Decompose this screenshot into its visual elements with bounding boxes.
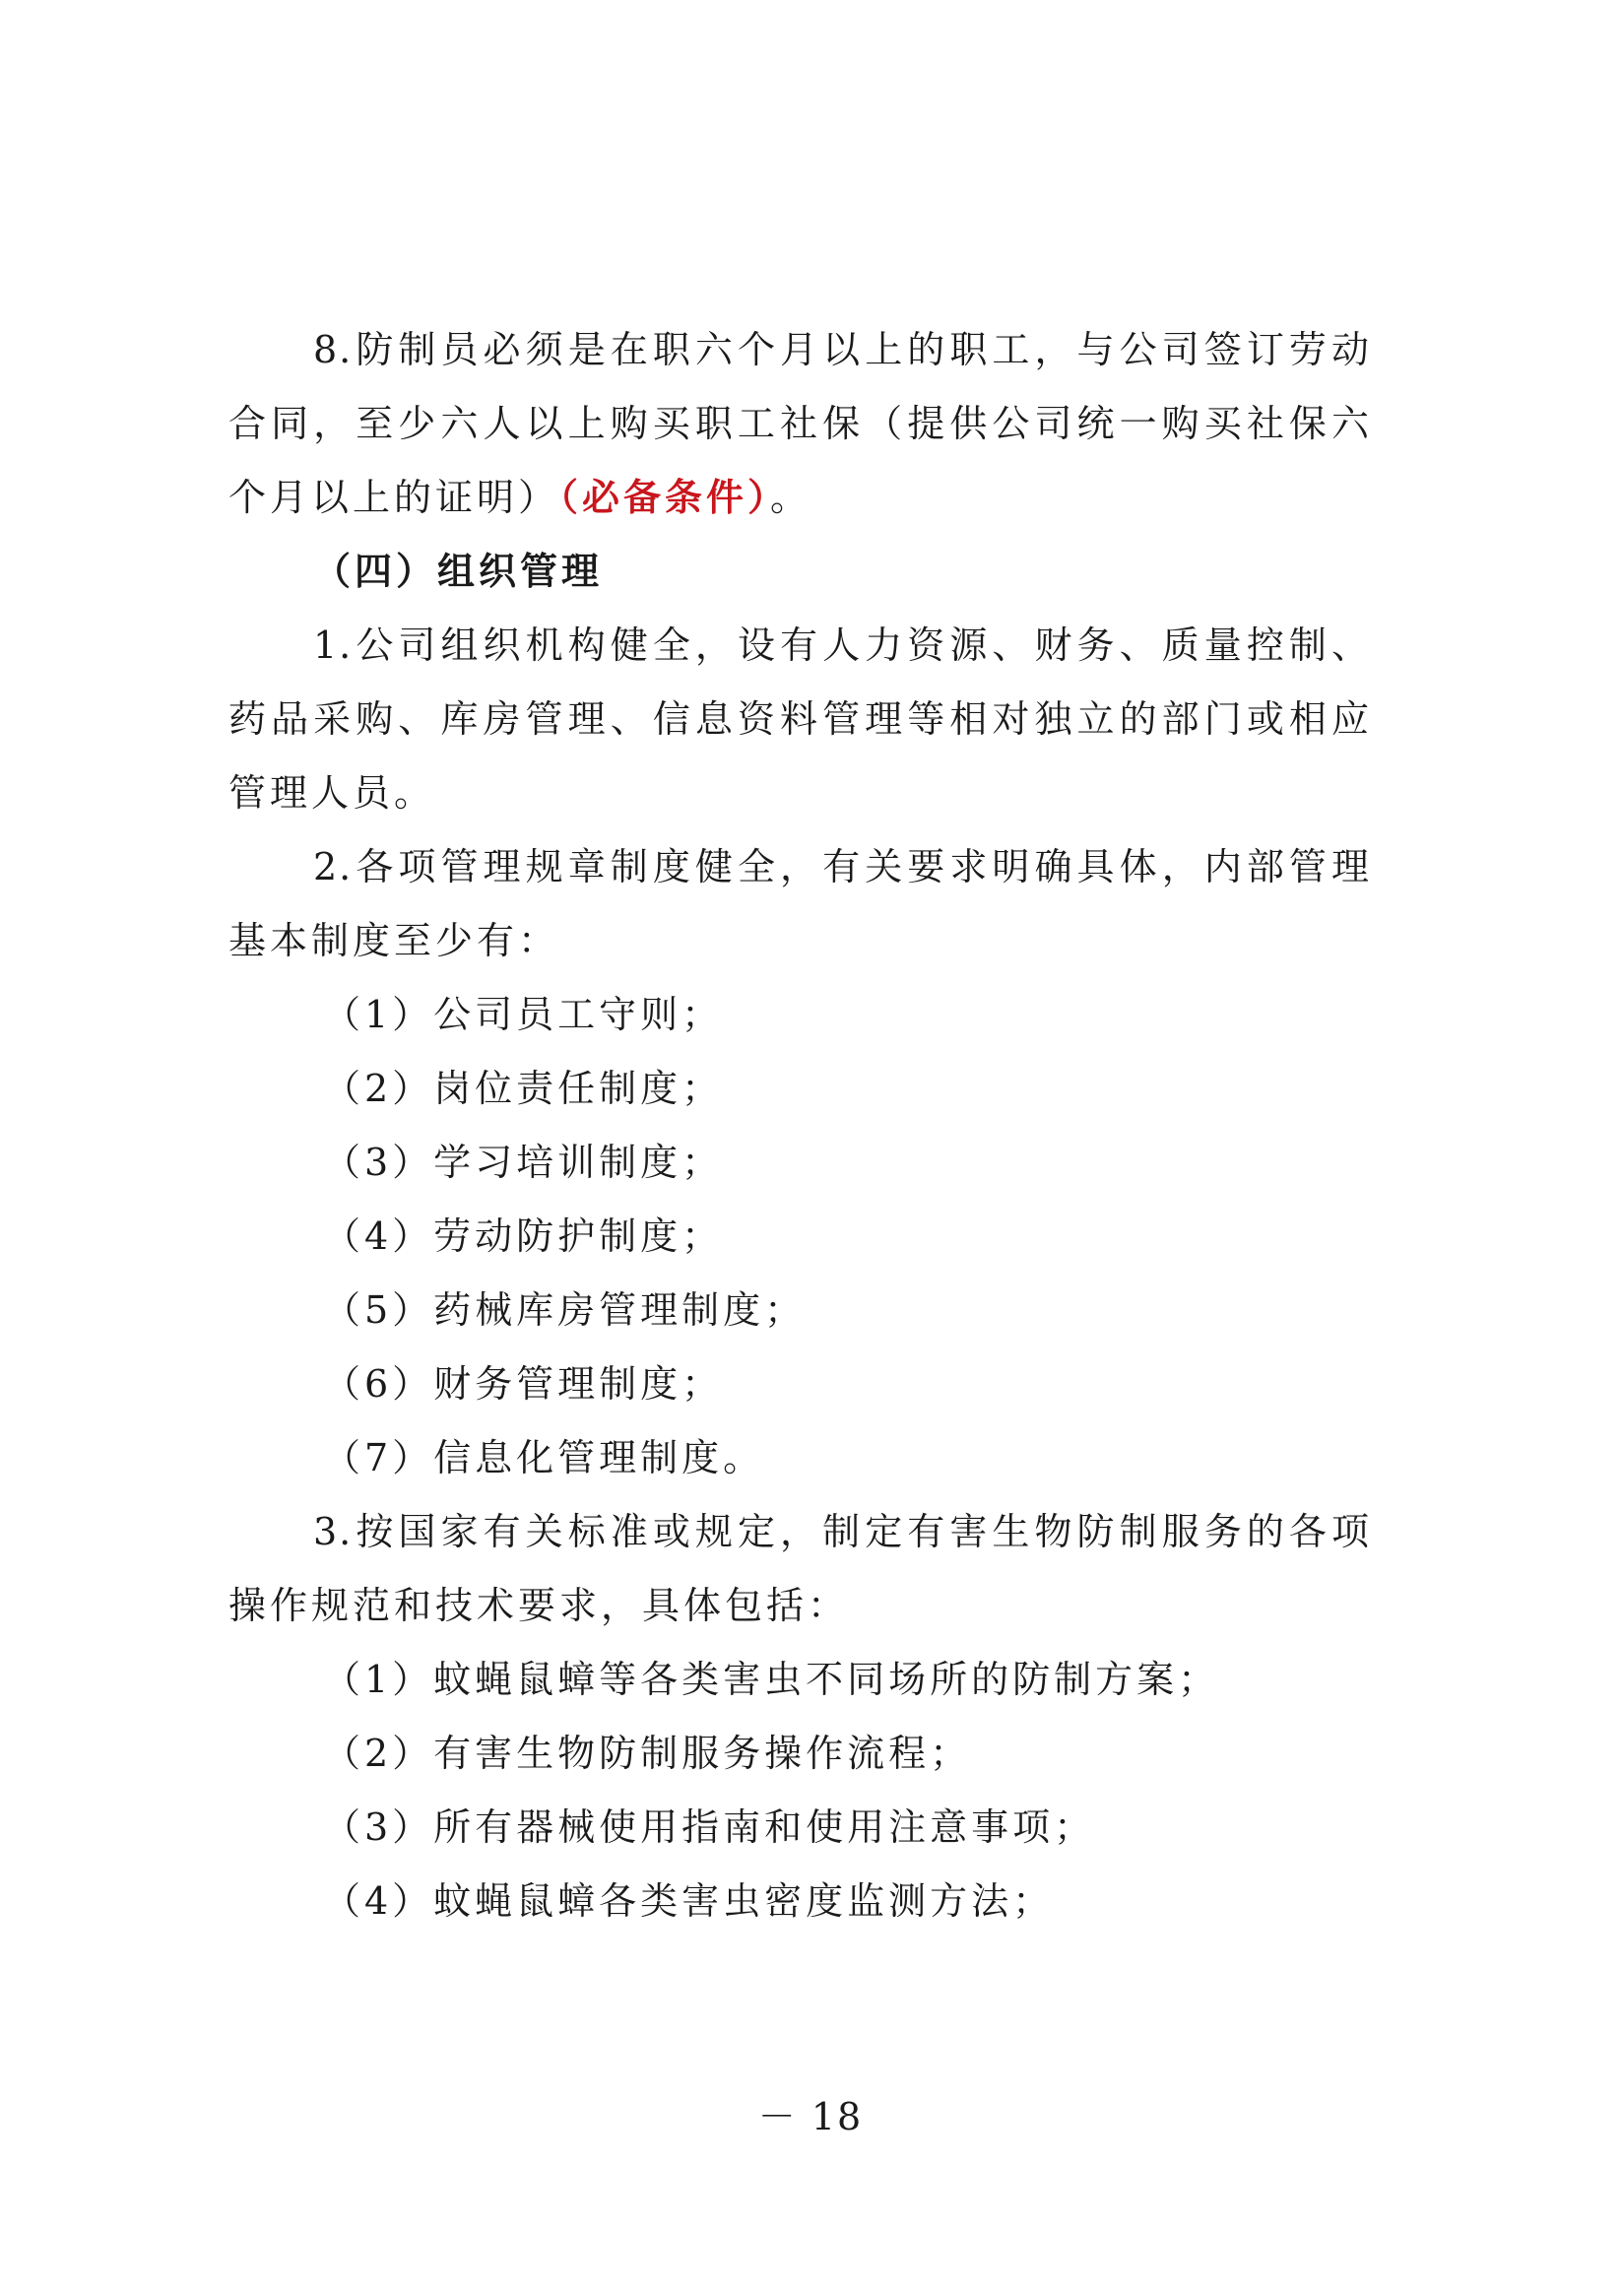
list-item: （3）所有器械使用指南和使用注意事项； — [323, 1805, 1096, 1849]
paragraph-3-line-2: 操作规范和技术要求，具体包括： — [228, 1584, 850, 1627]
paragraph-1-line-3: 管理人员。 — [228, 771, 436, 815]
paragraph-8-line-3-text: 个月以上的证明） — [228, 476, 560, 519]
paragraph-8-line-2: 合同，至少六人以上购买职工社保（提供公司统一购买社保六 — [228, 402, 1371, 445]
list-item: （1）蚊蝇鼠蟑等各类害虫不同场所的防制方案； — [323, 1658, 1220, 1701]
list-item: （2）有害生物防制服务操作流程； — [323, 1732, 972, 1775]
list-item: （2）岗位责任制度； — [323, 1067, 724, 1110]
paragraph-3-line-1: 3.按国家有关标准或规定，制定有害生物防制服务的各项 — [313, 1510, 1371, 1553]
paragraph-8-line-3 — [228, 461, 1371, 535]
list-item: （5）药械库房管理制度； — [323, 1288, 807, 1332]
paragraph-2-line-2: 基本制度至少有： — [228, 919, 560, 962]
list-item: （4）蚊蝇鼠蟑各类害虫密度监测方法； — [323, 1879, 1055, 1923]
list-item: （4）劳动防护制度； — [323, 1214, 724, 1258]
paragraph-8-line-1: 8.防制员必须是在职六个月以上的职工，与公司签订劳动 — [313, 328, 1371, 371]
paragraph-8-line-3-end: 。 — [770, 476, 812, 519]
document-body — [228, 313, 1371, 1938]
list-item: （1）公司员工守则； — [323, 993, 724, 1036]
paragraph-2-line-1: 2.各项管理规章制度健全，有关要求明确具体，内部管理 — [313, 845, 1371, 888]
required-condition-note: （必备条件） — [559, 476, 771, 519]
section-heading-organization: （四）组织管理 — [313, 550, 604, 593]
paragraph-1-line-2: 药品采购、库房管理、信息资料管理等相对独立的部门或相应 — [228, 697, 1371, 741]
list-item: （7）信息化管理制度。 — [323, 1436, 765, 1479]
list-item: （3）学习培训制度； — [323, 1141, 724, 1184]
page-number: － 18 — [757, 2095, 864, 2138]
paragraph-1-line-1: 1.公司组织机构健全，设有人力资源、财务、质量控制、 — [313, 623, 1371, 667]
list-item: （6）财务管理制度； — [323, 1362, 724, 1406]
